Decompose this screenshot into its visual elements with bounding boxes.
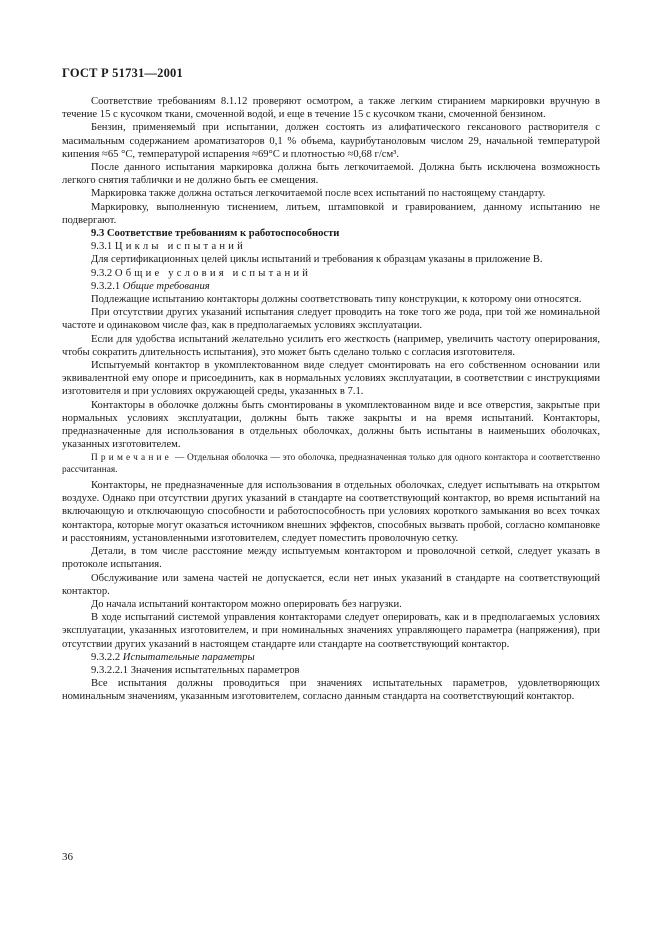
paragraph: Подлежащие испытанию контакторы должны соответствовать типу конструкции, к которому они относятся. (91, 294, 582, 306)
paragraph: Соответствие требованиям 8.1.12 проверяют осмотром, а также легким стиранием маркировки вручную в течение 15 с кусочком ткани, смоченной водой, и еще в течение 15 с кусочком ткани, смоченной бензином. (62, 96, 600, 121)
document-code-header: ГОСТ Р 51731—2001 (62, 66, 183, 80)
paragraph: Маркировка также должна остаться легкочитаемой после всех испытаний по настоящему стандарту. (91, 188, 546, 200)
paragraph: Все испытания должны проводиться при значениях испытательных параметров, удовлетворяющих номинальным значениям, указанным изготовителем, согласно данным стандарта на соответствующий контактор. (62, 678, 600, 703)
paragraph: До начала испытаний контактором можно оперировать без нагрузки. (91, 598, 402, 610)
section-heading-9-3-2-2-1 (62, 664, 600, 677)
section-heading-9-3-2-2 (62, 651, 600, 664)
paragraph: При отсутствии других указаний испытания следует проводить на токе того же рода, при той же номинальной частоте и одинаковом числе фаз, как в предполагаемых условиях эксплуатации. (62, 307, 600, 332)
section-heading-9-3-2 (62, 267, 600, 280)
section-heading-9-3-2-1 (62, 280, 600, 293)
page-number: 36 (62, 851, 73, 863)
paragraph: Обслуживание или замена частей не допускается, если нет иных указаний в стандарте на соответствующий контактор. (62, 572, 600, 597)
section-title: Испытательные параметры (122, 651, 255, 663)
section-title: Соответствие требованиям к работоспособности (106, 228, 340, 240)
section-number: 9.3.2.2.1 (91, 664, 129, 676)
section-number: 9.3 (91, 228, 105, 240)
note-label: Примечание (91, 453, 172, 464)
paragraph: Контакторы, не предназначенные для использования в отдельных оболочках, следует испытывать на открытом воздухе. Однако при отсутствии других указаний в стандарте на соответствующий контактор, во время испытаний на включающую и отключающую способности и работоспособность при условиях короткого замыкания во всех точках контактора, которые могут оказаться источником внешних эффектов, способных вызвать пробой, согласно компановке и расстояниям, установленными изготовителем, следует поместить проволочную сетку. (62, 480, 600, 544)
paragraph: Контакторы в оболочке должны быть смонтированы в укомплектованном виде и все отверстия, закрытые при нормальных условиях эксплуатации, должны быть также закрыты и на время испытаний. Контакторы, предназначенные для использования в отдельных оболочках, должны быть испытаны в наименьших оболочках, указанных изготовителем. (62, 399, 600, 451)
paragraph: Если для удобства испытаний желательно усилить его жесткость (например, увеличить частоту оперирования, чтобы сократить длительность испытания), это может быть сделано только с согласия изготовителя. (62, 333, 600, 358)
section-number: 9.3.2.1 (91, 280, 121, 292)
paragraph: После данного испытания маркировка должна быть легкочитаемой. Должна быть исключена возможность легкого снятия таблички и не должно быть ее смещения. (62, 162, 600, 187)
section-number: 9.3.2 (91, 267, 113, 279)
section-title: Циклы испытаний (114, 241, 246, 253)
section-title: Общие требования (122, 280, 210, 292)
document-body (62, 95, 600, 704)
section-number: 9.3.1 (91, 241, 113, 253)
section-heading-9-3-1 (62, 240, 600, 253)
section-heading-9-3 (62, 227, 600, 240)
paragraph: Маркировку, выполненную тиснением, литьем, штамповкой и гравированием, данному испытанию не подвергают. (62, 201, 600, 226)
paragraph: Бензин, применяемый при испытании, должен состоять из алифатического гексанового растворителя с масимальным содержанием ароматизаторов 0,1 % объема, каурибутаноловым числом 29, начальной температурой кипения ≈65 °С, температурой испарения ≈69°С и плотностью ≈0,68 г/см³. (62, 122, 600, 160)
section-number: 9.3.2.2 (91, 651, 121, 663)
paragraph: Испытуемый контактор в укомплектованном виде следует смонтировать на его собственном основании или эквивалентной ему опоре и присоединить, как в нормальных условиях эксплуатации, в соответствии с инструкциями изготовителя и при условиях окружающей среды, указанных в 7.1. (62, 360, 600, 398)
paragraph: Детали, в том числе расстояние между испытуемым контактором и проволочной сеткой, следует указать в протоколе испытания. (62, 546, 600, 571)
paragraph: Для сертификационных целей циклы испытаний и требования к образцам указаны в приложение В. (91, 254, 543, 266)
note (62, 453, 600, 477)
section-title: Общие условия испытаний (114, 267, 312, 279)
paragraph: В ходе испытаний системой управления контакторами следует оперировать, как и в предполагаемых условиях эксплуатации, указанных изготовителем, и при номинальных значениях управляющего параметра (напряжения), при отсутствии других указаний в настоящем стандарте или стандарте на соответствующий контактор. (62, 612, 600, 650)
note-text: — Отдельная оболочка — это оболочка, предназначенная только для одного контактора и соответственно рассчитанная. (62, 453, 600, 476)
section-title: Значения испытательных параметров (130, 664, 300, 676)
